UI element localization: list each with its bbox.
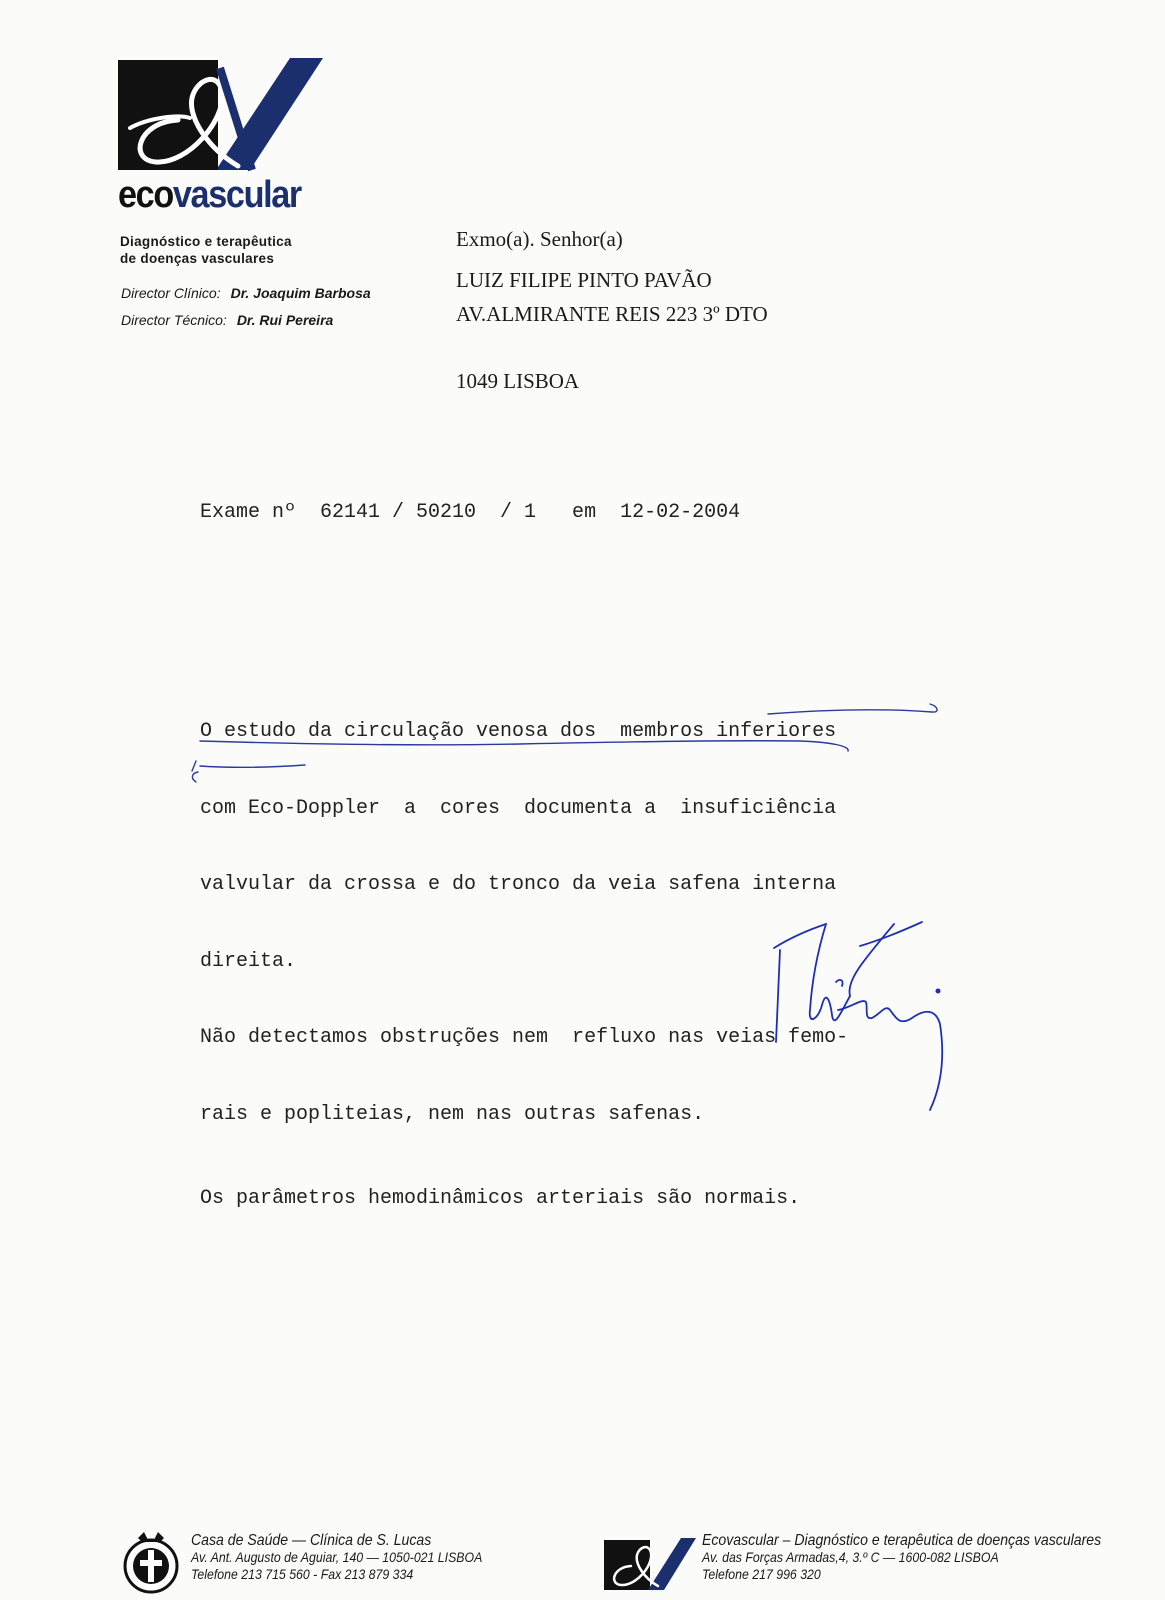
- ecovascular-logo-icon: [118, 58, 333, 183]
- tagline-line-1: Diagnóstico e terapêutica: [120, 234, 292, 249]
- director-technical: [121, 312, 333, 328]
- footer-left-phone: Telefone 213 715 560 - Fax 213 879 334: [191, 1566, 414, 1582]
- footer-right-title: Ecovascular – Diagnóstico e terapêutica de doenças vasculares: [702, 1532, 1102, 1549]
- director-clinical-name: Dr. Joaquim Barbosa: [230, 285, 371, 301]
- report-line: O estudo da circulação venosa dos membros inferiores: [200, 720, 837, 743]
- brand-prefix: eco: [118, 174, 173, 216]
- tick-mark-2: [192, 772, 198, 782]
- tick-mark: [192, 761, 196, 771]
- recipient-salutation: Exmo(a). Senhor(a): [456, 227, 623, 251]
- footer-right-address: Av. das Forças Armadas,4, 3.º C — 1600-082 LISBOA: [702, 1549, 999, 1565]
- report-line: Não detectamos obstruções nem refluxo nas veias femo-: [200, 1026, 849, 1049]
- ecovascular-small-logo-icon: [604, 1536, 696, 1594]
- footer-left: [191, 1532, 482, 1583]
- report-line: rais e popliteias, nem nas outras safenas.: [200, 1102, 705, 1126]
- director-technical-name: Dr. Rui Pereira: [236, 312, 334, 328]
- brand-name: [118, 176, 301, 214]
- brand-suffix: vascular: [172, 174, 301, 216]
- director-clinical: [121, 285, 371, 301]
- recipient-name: LUIZ FILIPE PINTO PAVÃO: [456, 268, 712, 292]
- footer-left-title: Casa de Saúde — Clínica de S. Lucas: [191, 1532, 432, 1549]
- director-technical-label: Director Técnico:: [121, 312, 227, 328]
- report-line: valvular da crossa e do tronco da veia safena interna: [200, 873, 837, 896]
- clinica-s-lucas-seal-icon: [118, 1528, 184, 1594]
- footer-left-address: Av. Ant. Augusto de Aguiar, 140 — 1050-021 LISBOA: [191, 1549, 483, 1565]
- director-clinical-label: Director Clínico:: [121, 285, 221, 301]
- footer-right: [702, 1532, 1101, 1583]
- report-line: Os parâmetros hemodinâmicos arteriais são normais.: [200, 1187, 801, 1210]
- footer-right-phone: Telefone 217 996 320: [702, 1566, 821, 1582]
- tagline: [120, 233, 292, 267]
- recipient-city: 1049 LISBOA: [456, 369, 580, 393]
- tagline-line-2: de doenças vasculares: [120, 251, 275, 266]
- report-line: direita.: [200, 949, 297, 973]
- exam-reference: Exame nº 62141 / 50210 / 1 em 12-02-2004: [200, 501, 741, 524]
- recipient-street: AV.ALMIRANTE REIS 223 3º DTO: [456, 302, 768, 326]
- report-line: com Eco-Doppler a cores documenta a insuficiência: [200, 796, 837, 820]
- report-body: [200, 668, 848, 1237]
